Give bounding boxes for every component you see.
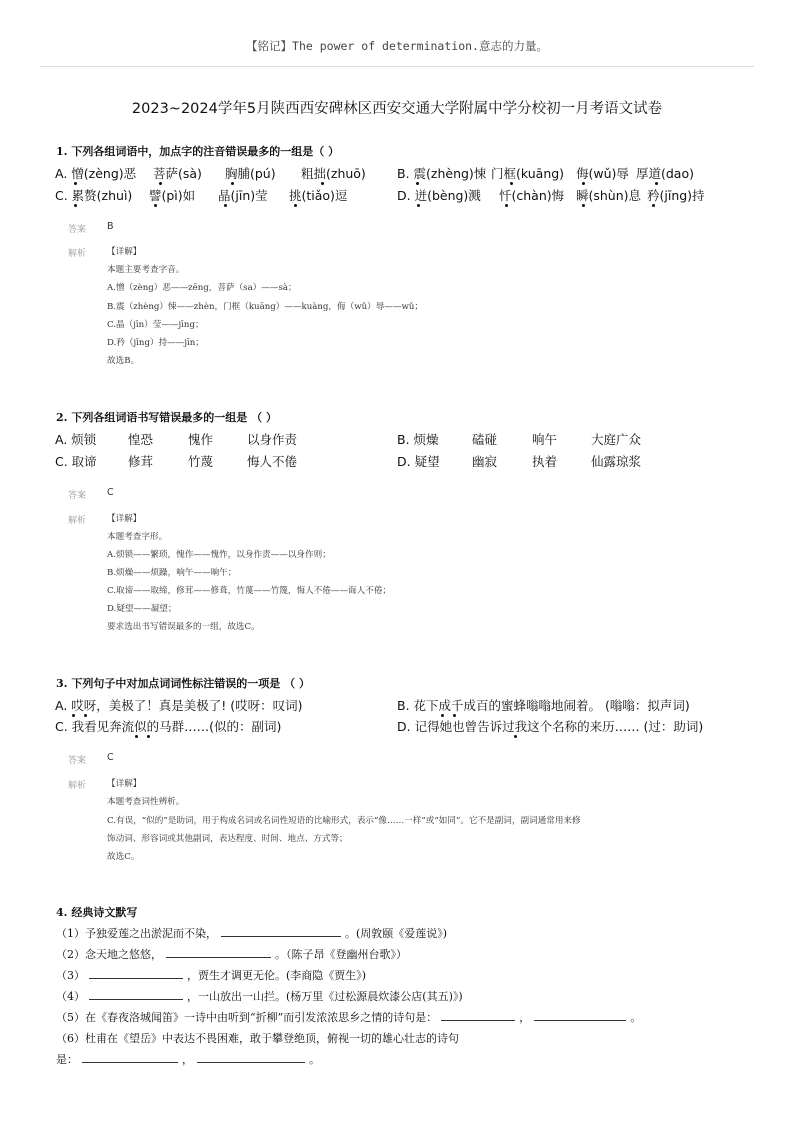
recite-item-6-comma: ， xyxy=(182,1053,193,1066)
q3-option-b: B. 花下成千成百的蜜蜂嗡嗡地闹着。 (嗡嗡：拟声词) xyxy=(397,698,690,713)
q2-option-d-2: 幽寂 xyxy=(472,454,498,469)
analysis-label: 解析 xyxy=(68,249,87,259)
emphasis-dot xyxy=(582,182,585,185)
q3-option-a: A. 哎呀，美极了！真是美极了! (哎呀：叹词) xyxy=(55,698,303,713)
recite-item-3-source: ，贾生才调更无伦。(李商隐《贾生》) xyxy=(187,969,367,982)
q3-option-d: D. 记得她也曾告诉过我这个名称的来历…… (过：助词) xyxy=(397,719,704,734)
q1-explanation-line: 本题主要考查字音。 xyxy=(107,265,185,275)
emphasis-dot xyxy=(510,182,513,185)
q3-explanation-line: 【详解】 xyxy=(107,779,142,789)
q1-explanation-line: 故选B。 xyxy=(107,356,140,366)
q2-explanation-line: B.烦燥——烦躁，响午——晌午； xyxy=(107,568,237,578)
q2-explanation-line: C.取谛——取缔，修茸——修葺，竹蔑——竹篾，悔人不倦——诲人不倦； xyxy=(107,586,392,596)
q1-option-b-1: B. 震(zhèng)悚 xyxy=(397,166,487,181)
answer-label: 答案 xyxy=(68,491,87,501)
q2-option-c-1: C. 取谛 xyxy=(55,454,97,469)
emphasis-dot xyxy=(321,182,324,185)
question-4-stem: 4. 经典诗文默写 xyxy=(56,906,138,919)
analysis-label: 解析 xyxy=(68,516,87,526)
recite-item-2 xyxy=(56,946,407,962)
answer-blank[interactable] xyxy=(166,946,271,958)
q1-option-b-3: 侮(wǔ)辱 xyxy=(576,166,629,181)
question-3-stem: 3. 下列句子中对加点词词性标注错误的一项是 （ ） xyxy=(56,677,310,690)
q2-option-b-3: 响午 xyxy=(532,432,558,447)
q2-option-c-3: 竹蔑 xyxy=(188,454,214,469)
q1-option-b-2: 门框(kuāng) xyxy=(491,166,565,181)
emphasis-dot xyxy=(652,204,655,207)
recite-item-4-source: ，一山放出一山拦。(杨万里《过松源晨炊漆公店(其五)》) xyxy=(187,990,463,1003)
emphasis-dot xyxy=(294,204,297,207)
q2-explanation-line: 本题考查字形。 xyxy=(107,532,168,542)
answer-blank[interactable] xyxy=(221,925,341,937)
page-header-motto: 【铭记】The power of determination.意志的力量。 xyxy=(246,39,548,53)
recite-item-2-text: （2）念天地之悠悠， xyxy=(56,948,162,961)
emphasis-dot xyxy=(514,735,517,738)
answer-blank[interactable] xyxy=(441,1009,515,1021)
q1-option-b-4: 厚道(dao) xyxy=(636,166,694,181)
q1-option-c-4: 挑(tiǎo)逗 xyxy=(289,188,348,203)
q1-option-c-3: 晶(jīn)莹 xyxy=(218,188,268,203)
q1-option-c-1: C. 累赘(zhuì) xyxy=(55,188,133,203)
emphasis-dot xyxy=(505,204,508,207)
recite-item-5-text: （5）在《春夜洛城闻笛》一诗中由听到“折柳”而引发浓浓思乡之情的诗句是： xyxy=(56,1011,438,1024)
answer-blank[interactable] xyxy=(89,988,183,1000)
q3-option-c: C. 我看见奔流似的马群……(似的：副词) xyxy=(55,719,282,734)
q2-option-d-1: D. 疑望 xyxy=(397,454,440,469)
q3-explanation-line: 饰动词、形容词或其他副词，表达程度、时间、地点、方式等； xyxy=(107,834,348,844)
exam-title: 2023~2024学年5月陕西西安碑林区西安交通大学附属中学分校初一月考语文试卷 xyxy=(131,101,663,117)
q2-explanation-line: A.烦锁——繁琐，愧作——愧怍，以身作责——以身作则； xyxy=(107,550,331,560)
q1-option-a-4: 粗拙(zhuō) xyxy=(301,166,366,181)
recite-item-3 xyxy=(56,967,366,983)
q3-explanation-line: 本题考查词性辨析。 xyxy=(107,797,185,807)
analysis-label: 解析 xyxy=(68,781,87,791)
recite-item-4 xyxy=(56,988,463,1004)
emphasis-dot xyxy=(154,204,157,207)
emphasis-dot xyxy=(135,735,138,738)
recite-item-6-text: 是： xyxy=(56,1053,78,1066)
q1-explanation-line: D.矜（jīng）持——jīn； xyxy=(107,338,204,348)
q2-option-b-2: 磕碰 xyxy=(472,432,498,447)
emphasis-dot xyxy=(147,735,150,738)
emphasis-dot xyxy=(72,714,75,717)
emphasis-dot xyxy=(416,182,419,185)
q2-option-a-4: 以身作责 xyxy=(247,432,298,447)
emphasis-dot xyxy=(441,714,444,717)
emphasis-dot xyxy=(74,204,77,207)
recite-item-4-text: （4） xyxy=(56,990,85,1003)
answer-blank[interactable] xyxy=(89,967,183,979)
emphasis-dot xyxy=(74,182,77,185)
q2-option-b-4: 大庭广众 xyxy=(591,432,642,447)
q2-option-c-4: 悔人不倦 xyxy=(247,454,298,469)
answer-label: 答案 xyxy=(68,225,87,235)
q1-explanation-line: B.震（zhèng）悚——zhèn，门框（kuāng）——kuàng，侮（wǔ）辱——wǔ； xyxy=(107,302,423,312)
q3-explanation-line: 故选C。 xyxy=(107,852,140,862)
q2-explanation-line: 要求选出书写错误最多的一组，故选C。 xyxy=(107,622,260,632)
recite-item-1-text: （1）予独爱莲之出淤泥而不染， xyxy=(56,927,217,940)
q2-option-b-1: B. 烦燥 xyxy=(397,432,439,447)
q2-option-d-4: 仙露琼浆 xyxy=(591,454,642,469)
q2-option-a-3: 愧作 xyxy=(188,432,214,447)
emphasis-dot xyxy=(582,204,585,207)
emphasis-dot xyxy=(231,182,234,185)
q1-option-d-3: 瞬(shùn)息 xyxy=(576,188,642,203)
recite-item-5 xyxy=(56,1009,641,1025)
q2-option-c-2: 修茸 xyxy=(128,454,154,469)
recite-item-1 xyxy=(56,925,447,941)
q3-explanation-line: C.有误，“似的”是助词，用于构成名词或名词性短语的比喻形式，表示“像……一样”或“如同”。它不是副词，副词通常用来修 xyxy=(107,816,581,826)
q2-explanation-line: 【详解】 xyxy=(107,514,142,524)
emphasis-dot xyxy=(655,182,658,185)
q1-explanation-line: 【详解】 xyxy=(107,247,142,257)
q2-option-d-3: 执着 xyxy=(532,454,558,469)
recite-item-3-text: （3） xyxy=(56,969,85,982)
emphasis-dot xyxy=(159,182,162,185)
recite-item-6-end: 。 xyxy=(309,1053,320,1066)
recite-item-6: （6）杜甫在《望岳》中表达不畏困难，敢于攀登绝顶，俯视一切的雄心壮志的诗句 xyxy=(56,1032,459,1045)
recite-item-2-source: 。（陈子昂《登幽州台歌》） xyxy=(275,948,407,961)
emphasis-dot xyxy=(453,714,456,717)
answer-blank[interactable] xyxy=(197,1051,305,1063)
answer-label: 答案 xyxy=(68,756,87,766)
q2-explanation-line: D.疑望——凝望； xyxy=(107,604,177,614)
question-1-stem: 1. 下列各组词语中，加点字的注音错误最多的一组是（ ） xyxy=(56,145,340,158)
recite-item-1-source: 。(周敦颐《爱莲说》) xyxy=(345,927,448,940)
recite-item-6-cont xyxy=(56,1051,320,1067)
q1-answer: B xyxy=(107,221,114,232)
q1-explanation-line: C.晶（jīn）莹——jīng； xyxy=(107,320,204,330)
q2-option-a-2: 惶恐 xyxy=(128,432,154,447)
emphasis-dot xyxy=(417,204,420,207)
q1-option-d-2: 忏(chàn)悔 xyxy=(499,188,565,203)
q1-option-a-3: 胸脯(pú) xyxy=(225,166,276,181)
recite-item-5-end: 。 xyxy=(630,1011,642,1024)
answer-blank[interactable] xyxy=(82,1051,178,1063)
emphasis-dot xyxy=(84,714,87,717)
q1-option-a-1: A. 憎(zèng)恶 xyxy=(55,166,137,181)
q1-option-c-2: 譬(pì)如 xyxy=(149,188,196,203)
q2-option-a-1: A. 烦锁 xyxy=(55,432,97,447)
emphasis-dot xyxy=(224,204,227,207)
q1-option-d-1: D. 迸(bèng)溅 xyxy=(397,188,481,203)
recite-item-5-comma: ， xyxy=(519,1011,531,1024)
q1-option-d-4: 矜(jīng)持 xyxy=(647,188,705,203)
answer-blank[interactable] xyxy=(534,1009,626,1021)
q3-answer: C xyxy=(107,752,114,763)
q1-explanation-line: A.憎（zèng）恶——zēng，菩萨（sa）——sà； xyxy=(107,283,297,293)
question-2-stem: 2. 下列各组词语书写错误最多的一组是 （ ） xyxy=(56,411,277,424)
q1-option-a-2: 菩萨(sà) xyxy=(153,166,202,181)
header-divider xyxy=(40,66,754,67)
q2-answer: C xyxy=(107,487,114,498)
